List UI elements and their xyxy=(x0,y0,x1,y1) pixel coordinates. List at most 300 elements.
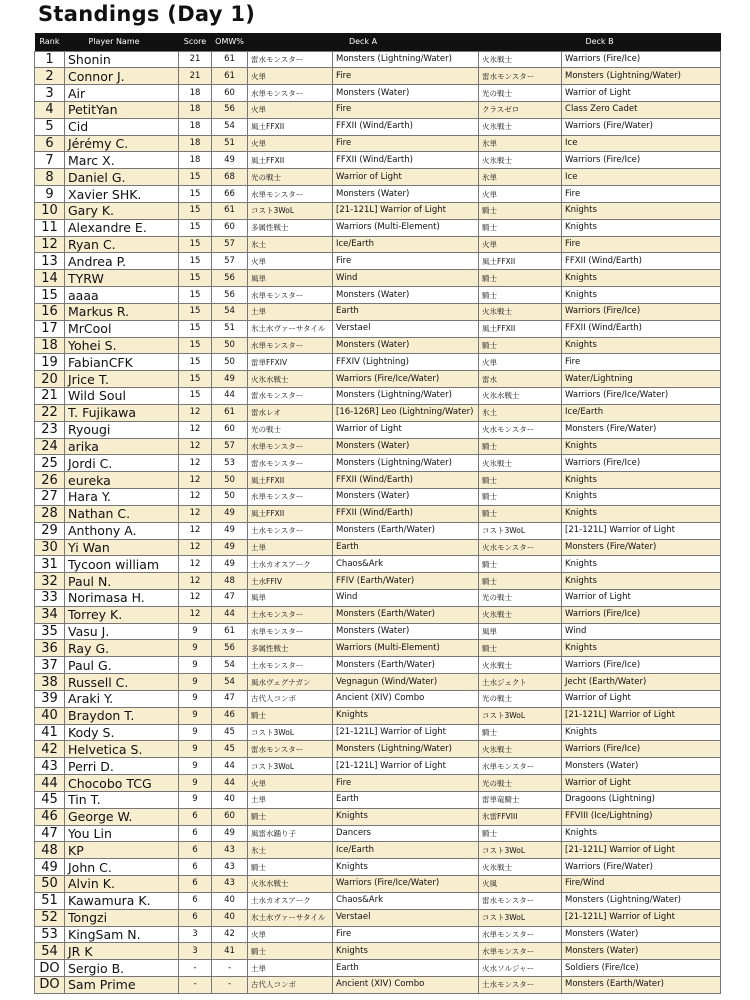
deck-b-cell: Warriors (Fire/Ice) xyxy=(562,455,721,472)
table-row xyxy=(35,270,721,287)
table-row xyxy=(35,135,721,152)
deck-a-jp-cell: 雷単FFXIV xyxy=(248,354,333,371)
deck-a-jp-cell: 雷水モンスター xyxy=(248,455,333,472)
table-row xyxy=(35,202,721,219)
rank-cell: 41 xyxy=(35,724,65,741)
deck-a-jp-cell: 風雷水踊り子 xyxy=(248,825,333,842)
deck-b-jp-cell: 火水モンスター xyxy=(479,539,562,556)
deck-a-cell: Monsters (Water) xyxy=(333,623,479,640)
player-name-cell: Sam Prime xyxy=(65,977,179,994)
deck-a-jp-cell: 騎士 xyxy=(248,943,333,960)
deck-a-jp-cell: 古代人コンボ xyxy=(248,977,333,994)
deck-a-cell: [21-121L] Warrior of Light xyxy=(333,724,479,741)
score-cell: 9 xyxy=(179,707,212,724)
omw-cell: 49 xyxy=(212,522,248,539)
header-deck-b: Deck B xyxy=(479,33,721,51)
score-cell: 12 xyxy=(179,438,212,455)
deck-b-cell: Warriors (Fire/Ice) xyxy=(562,303,721,320)
deck-b-cell: Warrior of Light xyxy=(562,590,721,607)
deck-a-jp-cell: 土単 xyxy=(248,303,333,320)
deck-b-jp-cell: 土水ジェクト xyxy=(479,674,562,691)
player-name-cell: Marc X. xyxy=(65,152,179,169)
score-cell: 15 xyxy=(179,320,212,337)
deck-b-jp-cell: 騎士 xyxy=(479,438,562,455)
omw-cell: 49 xyxy=(212,556,248,573)
deck-a-jp-cell: 古代人コンボ xyxy=(248,690,333,707)
deck-b-cell: Knights xyxy=(562,287,721,304)
deck-b-cell: Monsters (Water) xyxy=(562,758,721,775)
deck-a-jp-cell: 火単 xyxy=(248,775,333,792)
score-cell: 12 xyxy=(179,556,212,573)
deck-a-jp-cell: 雷水モンスター xyxy=(248,741,333,758)
deck-b-cell: Warrior of Light xyxy=(562,775,721,792)
table-row xyxy=(35,556,721,573)
player-name-cell: Sergio B. xyxy=(65,960,179,977)
omw-cell: 56 xyxy=(212,640,248,657)
player-name-cell: Shonin xyxy=(65,51,179,68)
table-row xyxy=(35,758,721,775)
table-row xyxy=(35,674,721,691)
player-name-cell: KP xyxy=(65,842,179,859)
score-cell: 6 xyxy=(179,859,212,876)
rank-cell: 19 xyxy=(35,354,65,371)
deck-a-jp-cell: 水単モンスター xyxy=(248,287,333,304)
deck-a-jp-cell: コスト3WoL xyxy=(248,202,333,219)
table-row xyxy=(35,489,721,506)
player-name-cell: Yohei S. xyxy=(65,337,179,354)
rank-cell: 10 xyxy=(35,202,65,219)
score-cell: 12 xyxy=(179,590,212,607)
omw-cell: 44 xyxy=(212,606,248,623)
score-cell: 12 xyxy=(179,404,212,421)
rank-cell: 28 xyxy=(35,505,65,522)
deck-a-cell: Warrior of Light xyxy=(333,421,479,438)
deck-a-cell: Wind xyxy=(333,270,479,287)
player-name-cell: Ryougi xyxy=(65,421,179,438)
player-name-cell: You Lin xyxy=(65,825,179,842)
header-omw: OMW% xyxy=(212,33,248,51)
table-header-row xyxy=(35,33,721,51)
table-row xyxy=(35,472,721,489)
omw-cell: 50 xyxy=(212,489,248,506)
omw-cell: 50 xyxy=(212,472,248,489)
deck-a-cell: Chaos&Ark xyxy=(333,892,479,909)
deck-a-jp-cell: 多属性戦士 xyxy=(248,219,333,236)
table-row xyxy=(35,320,721,337)
deck-a-cell: Monsters (Earth/Water) xyxy=(333,606,479,623)
deck-b-cell: Fire/Wind xyxy=(562,876,721,893)
table-row xyxy=(35,236,721,253)
deck-a-cell: Earth xyxy=(333,539,479,556)
deck-b-jp-cell: 光の戦士 xyxy=(479,690,562,707)
deck-b-jp-cell: 火単 xyxy=(479,236,562,253)
player-name-cell: Andrea P. xyxy=(65,253,179,270)
deck-b-cell: Monsters (Lightning/Water) xyxy=(562,68,721,85)
player-name-cell: Hara Y. xyxy=(65,489,179,506)
deck-b-cell: Warrior of Light xyxy=(562,690,721,707)
player-name-cell: Helvetica S. xyxy=(65,741,179,758)
score-cell: 12 xyxy=(179,421,212,438)
score-cell: 12 xyxy=(179,539,212,556)
rank-cell: 16 xyxy=(35,303,65,320)
deck-a-jp-cell: 風土FFXII xyxy=(248,118,333,135)
table-row xyxy=(35,707,721,724)
omw-cell: 53 xyxy=(212,455,248,472)
deck-a-cell: Knights xyxy=(333,808,479,825)
deck-a-cell: Fire xyxy=(333,135,479,152)
rank-cell: 36 xyxy=(35,640,65,657)
deck-a-jp-cell: 火単 xyxy=(248,101,333,118)
table-row xyxy=(35,438,721,455)
rank-cell: 37 xyxy=(35,657,65,674)
deck-a-jp-cell: 火単 xyxy=(248,68,333,85)
table-row xyxy=(35,808,721,825)
omw-cell: 47 xyxy=(212,690,248,707)
deck-a-cell: Ice/Earth xyxy=(333,842,479,859)
player-name-cell: Markus R. xyxy=(65,303,179,320)
player-name-cell: Torrey K. xyxy=(65,606,179,623)
deck-a-cell: FFIV (Earth/Water) xyxy=(333,573,479,590)
table-row xyxy=(35,505,721,522)
rank-cell: 7 xyxy=(35,152,65,169)
deck-b-cell: Warriors (Fire/Ice) xyxy=(562,657,721,674)
omw-cell: 42 xyxy=(212,926,248,943)
deck-a-jp-cell: 氷土水ヴァーサタイル xyxy=(248,320,333,337)
deck-b-cell: Knights xyxy=(562,489,721,506)
player-name-cell: JR K xyxy=(65,943,179,960)
player-name-cell: Jordi C. xyxy=(65,455,179,472)
deck-b-cell: Knights xyxy=(562,724,721,741)
deck-b-jp-cell: 騎士 xyxy=(479,489,562,506)
omw-cell: 60 xyxy=(212,219,248,236)
omw-cell: 57 xyxy=(212,253,248,270)
deck-a-jp-cell: 騎士 xyxy=(248,859,333,876)
player-name-cell: George W. xyxy=(65,808,179,825)
omw-cell: 48 xyxy=(212,573,248,590)
table-row xyxy=(35,640,721,657)
deck-a-cell: Monsters (Earth/Water) xyxy=(333,522,479,539)
player-name-cell: Ryan C. xyxy=(65,236,179,253)
rank-cell: 27 xyxy=(35,489,65,506)
deck-b-jp-cell: 火氷戦士 xyxy=(479,741,562,758)
deck-a-cell: Warriors (Multi-Element) xyxy=(333,640,479,657)
deck-b-jp-cell: 風土FFXII xyxy=(479,320,562,337)
deck-a-jp-cell: 氷土水ヴァーサタイル xyxy=(248,909,333,926)
rank-cell: 4 xyxy=(35,101,65,118)
standings-table xyxy=(34,33,721,994)
deck-b-jp-cell: 騎士 xyxy=(479,556,562,573)
rank-cell: 12 xyxy=(35,236,65,253)
omw-cell: 61 xyxy=(212,51,248,68)
deck-b-jp-cell: 火氷戦士 xyxy=(479,455,562,472)
header-player-name: Player Name xyxy=(65,33,179,51)
deck-a-cell: Monsters (Lightning/Water) xyxy=(333,455,479,472)
table-row xyxy=(35,421,721,438)
table-row xyxy=(35,842,721,859)
deck-a-jp-cell: コスト3WoL xyxy=(248,724,333,741)
score-cell: 15 xyxy=(179,287,212,304)
deck-a-jp-cell: 火単 xyxy=(248,135,333,152)
table-row xyxy=(35,825,721,842)
rank-cell: 1 xyxy=(35,51,65,68)
deck-a-jp-cell: 風単 xyxy=(248,270,333,287)
player-name-cell: Alexandre E. xyxy=(65,219,179,236)
deck-b-jp-cell: 土水モンスター xyxy=(479,977,562,994)
deck-a-jp-cell: 火氷水戦士 xyxy=(248,371,333,388)
deck-a-cell: Wind xyxy=(333,590,479,607)
deck-b-jp-cell: コスト3WoL xyxy=(479,522,562,539)
rank-cell: 13 xyxy=(35,253,65,270)
deck-b-cell: Wind xyxy=(562,623,721,640)
deck-b-cell: Dragoons (Lightning) xyxy=(562,791,721,808)
deck-b-jp-cell: 火単 xyxy=(479,354,562,371)
table-row xyxy=(35,791,721,808)
omw-cell: 60 xyxy=(212,421,248,438)
rank-cell: 53 xyxy=(35,926,65,943)
deck-b-cell: Monsters (Water) xyxy=(562,926,721,943)
omw-cell: 44 xyxy=(212,758,248,775)
deck-a-cell: Monsters (Water) xyxy=(333,337,479,354)
omw-cell: 54 xyxy=(212,657,248,674)
table-row xyxy=(35,977,721,994)
score-cell: 3 xyxy=(179,943,212,960)
score-cell: 18 xyxy=(179,101,212,118)
deck-a-jp-cell: 土単 xyxy=(248,539,333,556)
score-cell: 6 xyxy=(179,842,212,859)
deck-b-cell: Warriors (Fire/Ice/Water) xyxy=(562,388,721,405)
score-cell: 12 xyxy=(179,455,212,472)
deck-b-cell: Ice xyxy=(562,169,721,186)
deck-a-cell: [16-126R] Leo (Lightning/Water) xyxy=(333,404,479,421)
rank-cell: 11 xyxy=(35,219,65,236)
score-cell: 18 xyxy=(179,85,212,102)
rank-cell: 43 xyxy=(35,758,65,775)
table-row xyxy=(35,960,721,977)
deck-b-jp-cell: 騎士 xyxy=(479,270,562,287)
deck-b-jp-cell: 騎士 xyxy=(479,202,562,219)
table-row xyxy=(35,909,721,926)
rank-cell: 18 xyxy=(35,337,65,354)
score-cell: 9 xyxy=(179,623,212,640)
deck-b-cell: Knights xyxy=(562,556,721,573)
player-name-cell: Perri D. xyxy=(65,758,179,775)
omw-cell: 60 xyxy=(212,808,248,825)
deck-b-cell: Knights xyxy=(562,337,721,354)
rank-cell: 35 xyxy=(35,623,65,640)
player-name-cell: Braydon T. xyxy=(65,707,179,724)
table-row xyxy=(35,85,721,102)
table-row xyxy=(35,522,721,539)
score-cell: 9 xyxy=(179,640,212,657)
deck-b-jp-cell: 火水ソルジャー xyxy=(479,960,562,977)
deck-b-jp-cell: 火氷戦士 xyxy=(479,657,562,674)
rank-cell: 5 xyxy=(35,118,65,135)
score-cell: - xyxy=(179,960,212,977)
table-row xyxy=(35,51,721,68)
deck-a-jp-cell: コスト3WoL xyxy=(248,758,333,775)
deck-b-jp-cell: コスト3WoL xyxy=(479,842,562,859)
deck-a-jp-cell: 水単モンスター xyxy=(248,186,333,203)
score-cell: 9 xyxy=(179,724,212,741)
rank-cell: 24 xyxy=(35,438,65,455)
rank-cell: 17 xyxy=(35,320,65,337)
score-cell: 6 xyxy=(179,909,212,926)
deck-a-jp-cell: 土水モンスター xyxy=(248,606,333,623)
rank-cell: 49 xyxy=(35,859,65,876)
deck-a-jp-cell: 火単 xyxy=(248,253,333,270)
deck-b-jp-cell: 氷土 xyxy=(479,404,562,421)
deck-a-cell: Dancers xyxy=(333,825,479,842)
player-name-cell: PetitYan xyxy=(65,101,179,118)
deck-b-cell: Knights xyxy=(562,505,721,522)
deck-b-jp-cell: 氷単 xyxy=(479,169,562,186)
deck-b-jp-cell: コスト3WoL xyxy=(479,909,562,926)
player-name-cell: Norimasa H. xyxy=(65,590,179,607)
deck-a-cell: Monsters (Water) xyxy=(333,186,479,203)
deck-b-jp-cell: クラスゼロ xyxy=(479,101,562,118)
deck-a-cell: Verstael xyxy=(333,320,479,337)
table-row xyxy=(35,371,721,388)
deck-a-jp-cell: 水単モンスター xyxy=(248,337,333,354)
deck-b-jp-cell: 騎士 xyxy=(479,287,562,304)
deck-b-cell: Fire xyxy=(562,236,721,253)
score-cell: 15 xyxy=(179,219,212,236)
omw-cell: 47 xyxy=(212,590,248,607)
player-name-cell: Wild Soul xyxy=(65,388,179,405)
deck-b-cell: [21-121L] Warrior of Light xyxy=(562,707,721,724)
deck-a-jp-cell: 水単モンスター xyxy=(248,438,333,455)
score-cell: 15 xyxy=(179,337,212,354)
player-name-cell: Paul N. xyxy=(65,573,179,590)
rank-cell: 33 xyxy=(35,590,65,607)
score-cell: 18 xyxy=(179,152,212,169)
player-name-cell: FabianCFK xyxy=(65,354,179,371)
deck-b-jp-cell: 水単モンスター xyxy=(479,758,562,775)
player-name-cell: KingSam N. xyxy=(65,926,179,943)
omw-cell: 56 xyxy=(212,287,248,304)
deck-b-cell: Class Zero Cadet xyxy=(562,101,721,118)
player-name-cell: Anthony A. xyxy=(65,522,179,539)
deck-b-cell: Knights xyxy=(562,270,721,287)
rank-cell: 38 xyxy=(35,674,65,691)
deck-a-jp-cell: 土単 xyxy=(248,960,333,977)
omw-cell: 50 xyxy=(212,337,248,354)
deck-a-cell: Monsters (Earth/Water) xyxy=(333,657,479,674)
deck-a-jp-cell: 騎士 xyxy=(248,707,333,724)
table-row xyxy=(35,741,721,758)
deck-b-cell: Warriors (Fire/Ice) xyxy=(562,741,721,758)
table-row xyxy=(35,118,721,135)
deck-b-cell: Knights xyxy=(562,640,721,657)
deck-a-jp-cell: 風水ヴェグナガン xyxy=(248,674,333,691)
player-name-cell: Kody S. xyxy=(65,724,179,741)
score-cell: - xyxy=(179,977,212,994)
header-score: Score xyxy=(179,33,212,51)
rank-cell: 44 xyxy=(35,775,65,792)
deck-a-jp-cell: 雷水レオ xyxy=(248,404,333,421)
omw-cell: 49 xyxy=(212,539,248,556)
table-row xyxy=(35,101,721,118)
deck-b-jp-cell: 火氷戦士 xyxy=(479,152,562,169)
table-row xyxy=(35,404,721,421)
rank-cell: 22 xyxy=(35,404,65,421)
deck-a-cell: Monsters (Lightning/Water) xyxy=(333,388,479,405)
player-name-cell: Tycoon william xyxy=(65,556,179,573)
table-row xyxy=(35,926,721,943)
score-cell: 9 xyxy=(179,674,212,691)
deck-a-cell: FFXII (Wind/Earth) xyxy=(333,505,479,522)
deck-b-cell: Monsters (Water) xyxy=(562,943,721,960)
deck-a-cell: Knights xyxy=(333,859,479,876)
rank-cell: 42 xyxy=(35,741,65,758)
deck-b-jp-cell: 光の戦士 xyxy=(479,85,562,102)
deck-a-cell: Earth xyxy=(333,303,479,320)
rank-cell: 26 xyxy=(35,472,65,489)
deck-b-jp-cell: 火氷戦士 xyxy=(479,118,562,135)
deck-a-jp-cell: 風土FFXII xyxy=(248,505,333,522)
deck-b-jp-cell: 水単モンスター xyxy=(479,926,562,943)
table-row xyxy=(35,775,721,792)
deck-a-jp-cell: 光の戦士 xyxy=(248,169,333,186)
deck-b-jp-cell: 火氷戦士 xyxy=(479,859,562,876)
deck-b-jp-cell: 騎士 xyxy=(479,505,562,522)
deck-b-jp-cell: 騎士 xyxy=(479,219,562,236)
score-cell: 15 xyxy=(179,186,212,203)
omw-cell: 44 xyxy=(212,388,248,405)
score-cell: 15 xyxy=(179,169,212,186)
omw-cell: 45 xyxy=(212,741,248,758)
deck-b-cell: Knights xyxy=(562,202,721,219)
rank-cell: 48 xyxy=(35,842,65,859)
score-cell: 21 xyxy=(179,68,212,85)
deck-a-cell: Earth xyxy=(333,791,479,808)
score-cell: 15 xyxy=(179,270,212,287)
player-name-cell: Alvin K. xyxy=(65,876,179,893)
table-row xyxy=(35,455,721,472)
deck-b-jp-cell: 騎士 xyxy=(479,573,562,590)
deck-a-jp-cell: 土水カオスアーク xyxy=(248,892,333,909)
omw-cell: 60 xyxy=(212,85,248,102)
player-name-cell: Jérémy C. xyxy=(65,135,179,152)
deck-b-cell: Warriors (Fire/Water) xyxy=(562,118,721,135)
deck-a-cell: Ancient (XIV) Combo xyxy=(333,977,479,994)
score-cell: 9 xyxy=(179,690,212,707)
player-name-cell: Tin T. xyxy=(65,791,179,808)
deck-a-cell: FFXII (Wind/Earth) xyxy=(333,152,479,169)
omw-cell: 61 xyxy=(212,404,248,421)
deck-b-jp-cell: 風単 xyxy=(479,623,562,640)
score-cell: 9 xyxy=(179,775,212,792)
rank-cell: 40 xyxy=(35,707,65,724)
header-deck-a: Deck A xyxy=(248,33,479,51)
rank-cell: DO xyxy=(35,960,65,977)
deck-a-cell: Chaos&Ark xyxy=(333,556,479,573)
deck-a-jp-cell: 氷土 xyxy=(248,842,333,859)
table-row xyxy=(35,573,721,590)
table-row xyxy=(35,724,721,741)
deck-b-cell: Jecht (Earth/Water) xyxy=(562,674,721,691)
deck-a-jp-cell: 土水FFIV xyxy=(248,573,333,590)
deck-a-jp-cell: 水単モンスター xyxy=(248,85,333,102)
player-name-cell: arika xyxy=(65,438,179,455)
omw-cell: 43 xyxy=(212,842,248,859)
deck-a-cell: Ice/Earth xyxy=(333,236,479,253)
score-cell: 12 xyxy=(179,489,212,506)
deck-b-cell: Monsters (Earth/Water) xyxy=(562,977,721,994)
deck-b-cell: Monsters (Fire/Water) xyxy=(562,421,721,438)
deck-b-cell: [21-121L] Warrior of Light xyxy=(562,522,721,539)
deck-b-jp-cell: 騎士 xyxy=(479,825,562,842)
